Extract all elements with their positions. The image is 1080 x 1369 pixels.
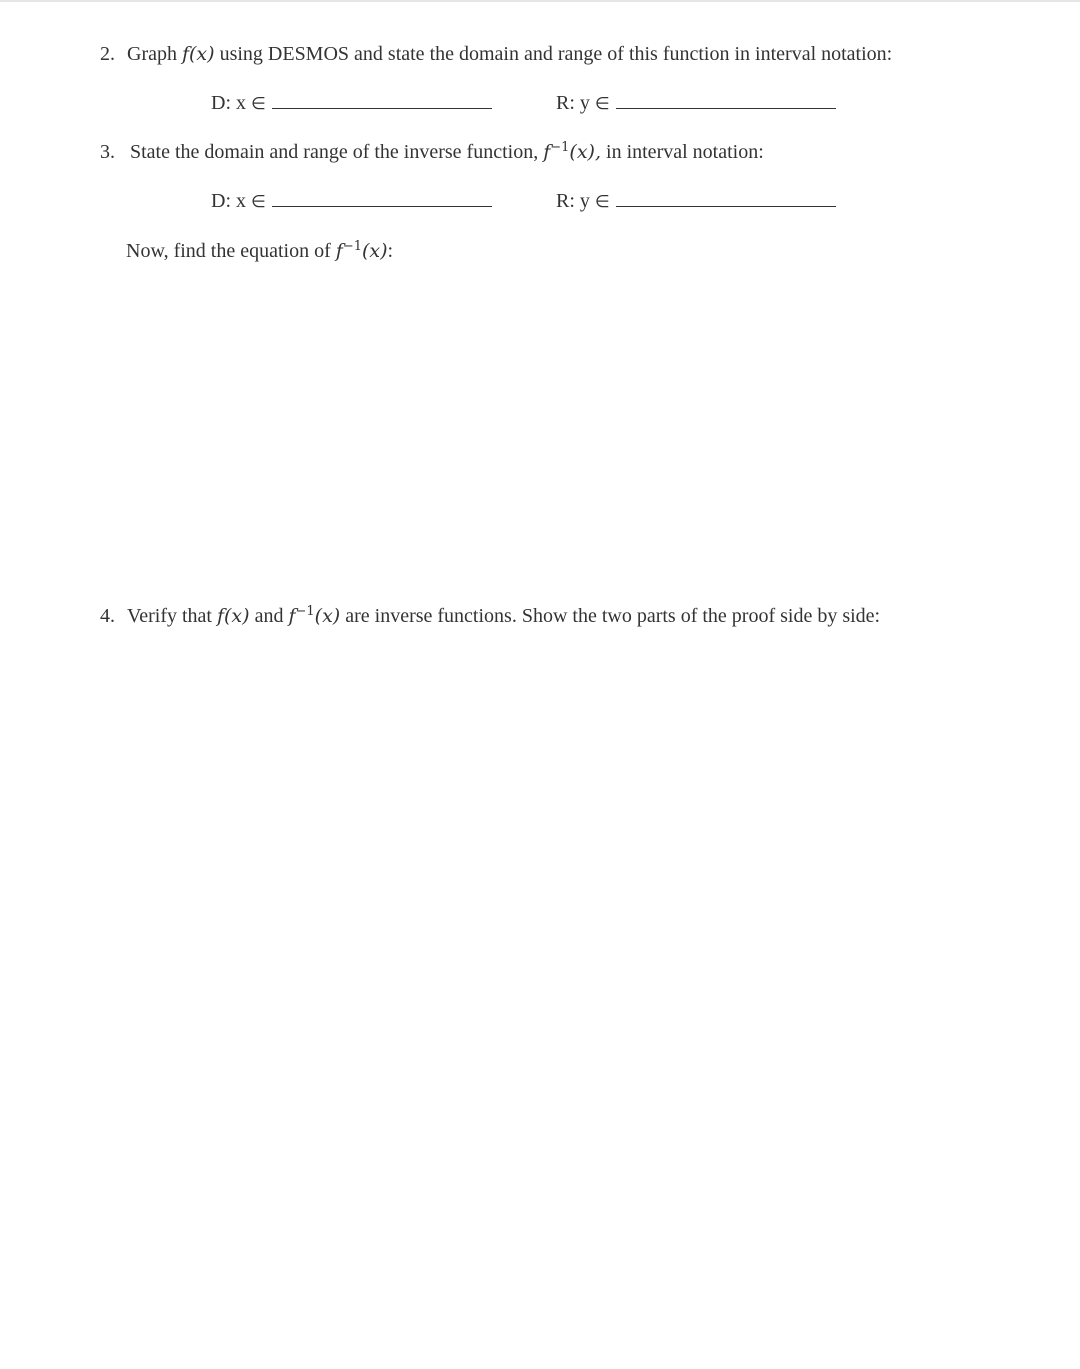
question-text: State the domain and range of the inverse function, [130,141,539,163]
prompt-colon: : [387,240,394,262]
inverse-function: $f^{-1}(x)$, [543,140,602,163]
element-of-symbol: ∈ [251,94,266,114]
function-f-of-x: f(x) [181,43,215,65]
q3-range-answer [556,189,836,214]
inverse-function: $f^{-1}(x)$ [288,604,341,627]
domain-label: D: x [211,190,246,212]
question-text: in interval notation: [606,141,764,163]
prompt-text: Now, find the equation of [126,240,331,262]
inverse-function: $f^{-1}(x)$ [335,239,388,262]
element-of-symbol: ∈ [594,192,610,212]
q2-range-answer [556,91,836,116]
question-number: 3. [100,141,115,163]
question-number: 4. [100,605,115,627]
range-label: R: y [556,92,590,114]
question-number: 2. [100,43,115,65]
q2-domain-answer [211,91,492,116]
question-3 [100,140,764,164]
question-text: are inverse functions. Show the two parts of the proof side by side: [345,605,881,627]
domain-label: D: x [211,92,246,114]
question-2 [100,42,892,66]
question-text: using DESMOS and state the domain and range of this function in interval notation: [219,43,893,65]
q3-domain-answer [211,189,492,214]
conjunction: and [254,605,284,627]
question-text: Graph [127,43,177,65]
q3-equation-prompt [126,239,393,263]
page-top-border [0,0,1080,2]
function-f-of-x: f(x) [216,605,250,627]
range-label: R: y [556,190,590,212]
domain-answer-blank[interactable] [272,192,492,207]
range-answer-blank[interactable] [616,94,836,109]
question-4 [100,604,880,628]
element-of-symbol: ∈ [251,192,266,212]
element-of-symbol: ∈ [594,94,610,114]
domain-answer-blank[interactable] [272,94,492,109]
question-text: Verify that [127,605,212,627]
range-answer-blank[interactable] [616,192,836,207]
